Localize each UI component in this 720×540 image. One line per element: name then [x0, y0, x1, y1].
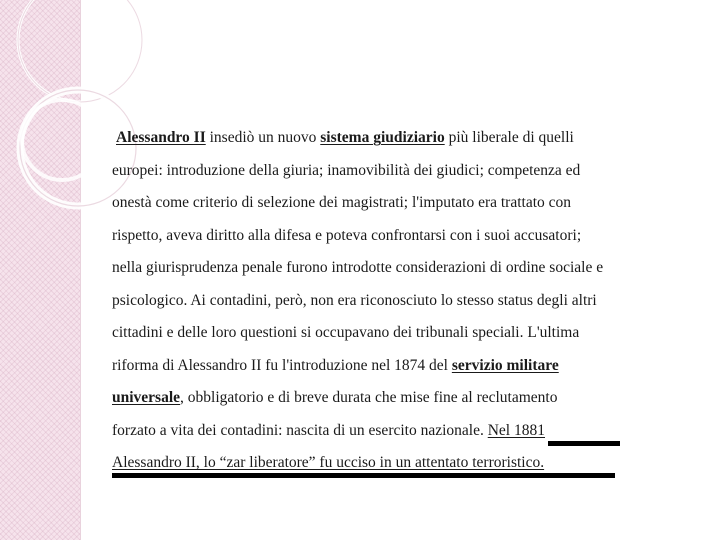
text-segment: rispetto, aveva diritto alla difesa e poteva confrontarsi con i suoi accusatori; — [112, 226, 582, 244]
text-segment: psicologico. Ai contadini, però, non era riconosciuto lo stesso status degli altri — [112, 291, 597, 309]
highlight-bar-bottom — [112, 473, 615, 478]
emphasized-term: sistema giudiziario — [320, 129, 445, 146]
text-segment: cittadini e delle loro questioni si occupavano dei tribunali speciali. L'ultima — [112, 324, 580, 341]
text-segment: , obbligatorio e di breve durata che mise fine al reclutamento — [180, 389, 558, 406]
text-segment: più liberale di quelli — [444, 129, 574, 146]
emphasized-term: universale — [112, 389, 181, 406]
emphasized-term: Alessandro II — [116, 129, 206, 146]
decorative-sidebar — [0, 0, 80, 540]
text-segment: nella giurisprudenza penale furono introdotte considerazioni di ordine sociale e — [112, 259, 604, 276]
text-line — [112, 285, 692, 318]
slide-text-body — [112, 122, 692, 480]
text-line — [112, 350, 692, 383]
text-segment: Alessandro II, lo “zar liberatore” fu ucciso in un attentato terroristico. — [112, 454, 545, 471]
text-line — [112, 317, 692, 350]
sidebar-divider — [80, 0, 81, 540]
highlight-bar-top — [548, 441, 620, 446]
text-segment: onestà come criterio di selezione dei magistrati; l'imputato era trattato con — [112, 194, 572, 211]
text-segment: insediò un nuovo — [205, 129, 321, 146]
text-line — [112, 187, 692, 220]
text-segment: Nel 1881 — [487, 421, 545, 439]
text-segment: riforma di Alessandro II fu l'introduzione nel 1874 del — [112, 356, 452, 374]
text-line — [112, 382, 692, 415]
text-line — [112, 252, 692, 285]
text-line — [112, 155, 692, 188]
text-segment: europei: introduzione della giuria; inamovibilità dei giudici; competenza ed — [112, 161, 581, 179]
text-segment: forzato a vita dei contadini: nascita di un esercito nazionale. — [112, 421, 488, 439]
text-line — [112, 220, 692, 253]
text-line — [112, 122, 692, 155]
emphasized-term: servizio militare — [451, 356, 559, 374]
